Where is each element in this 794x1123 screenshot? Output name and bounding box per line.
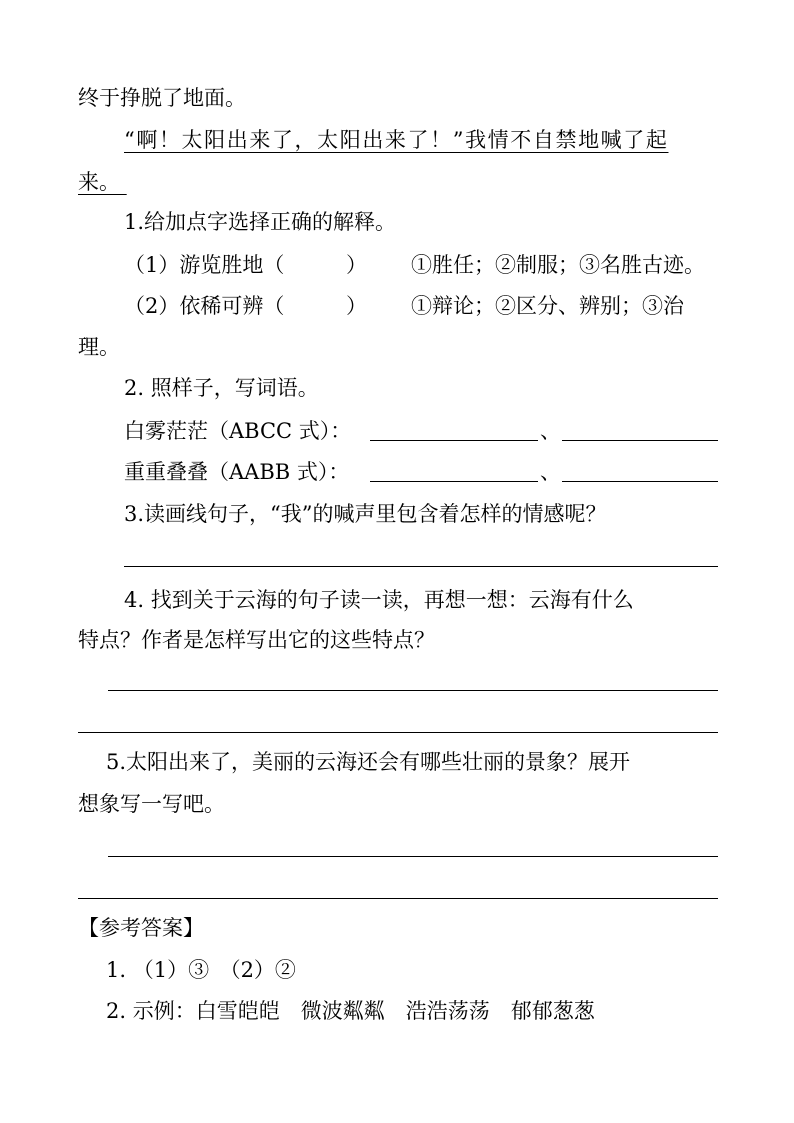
question-1-item-2-label: （2）依稀可辨（ (124, 294, 285, 318)
question-1-item-2-paren-close: ） (346, 294, 367, 318)
question-1-item-2-wrap: 理。 (78, 335, 120, 359)
question-2-row-1-blank-2[interactable] (562, 440, 718, 441)
question-1-item-2-options: ①辩论；②区分、辨别；③治 (411, 294, 684, 318)
quote-sentence-text: “啊！太阳出来了，太阳出来了！”我情不自禁地喊了起 (124, 128, 669, 152)
question-5-title-wrap: 想象写一写吧。 (78, 792, 225, 816)
question-5-answer-line-2[interactable] (78, 898, 718, 899)
question-1-title: 1.给加点字选择正确的解释。 (124, 210, 397, 234)
question-2-row-1-blank-1[interactable] (370, 440, 538, 441)
quote-sentence-wrap-text: 来。 (78, 170, 120, 194)
question-2-title: 2. 照样子，写词语。 (124, 376, 319, 400)
question-4-title-wrap: 特点？作者是怎样写出它的这些特点？ (78, 628, 435, 652)
quote-sentence (124, 130, 668, 151)
question-2-row-1-label: 白雾茫茫（ABCC 式）： (124, 419, 352, 443)
question-5-answer-line-1[interactable] (108, 856, 718, 857)
answers-heading: 【参考答案】 (78, 916, 204, 940)
question-5-title: 5.太阳出来了，美丽的云海还会有哪些壮丽的景象？展开 (106, 750, 631, 774)
question-4-answer-line-2[interactable] (78, 732, 718, 733)
answer-1: 1. （1）③ （2）② (106, 958, 296, 982)
question-1-item-1-paren-close: ） (346, 253, 367, 277)
question-2-row-2-blank-2[interactable] (562, 481, 718, 482)
question-3-title: 3.读画线句子，“我”的喊声里包含着怎样的情感呢？ (124, 502, 607, 526)
question-3-answer-line[interactable] (124, 566, 718, 567)
question-1-item-1-options: ①胜任；②制服；③名胜古迹。 (411, 253, 705, 277)
question-2-row-1-separator: 、 (540, 419, 561, 443)
question-4-title: 4. 找到关于云海的句子读一读，再想一想：云海有什么 (124, 588, 634, 612)
question-2-row-2-blank-1[interactable] (370, 481, 538, 482)
question-1-item-1-label: （1）游览胜地（ (124, 253, 285, 277)
answer-2: 2. 示例：白雪皑皑 微波粼粼 浩浩荡荡 郁郁葱葱 (106, 999, 595, 1023)
question-2-row-2-label: 重重叠叠（AABB 式）： (124, 460, 350, 484)
quote-sentence-wrap (78, 172, 127, 193)
question-2-row-2-separator: 、 (540, 460, 561, 484)
question-4-answer-line-1[interactable] (108, 690, 718, 691)
passage-line: 终于挣脱了地面。 (78, 86, 246, 110)
